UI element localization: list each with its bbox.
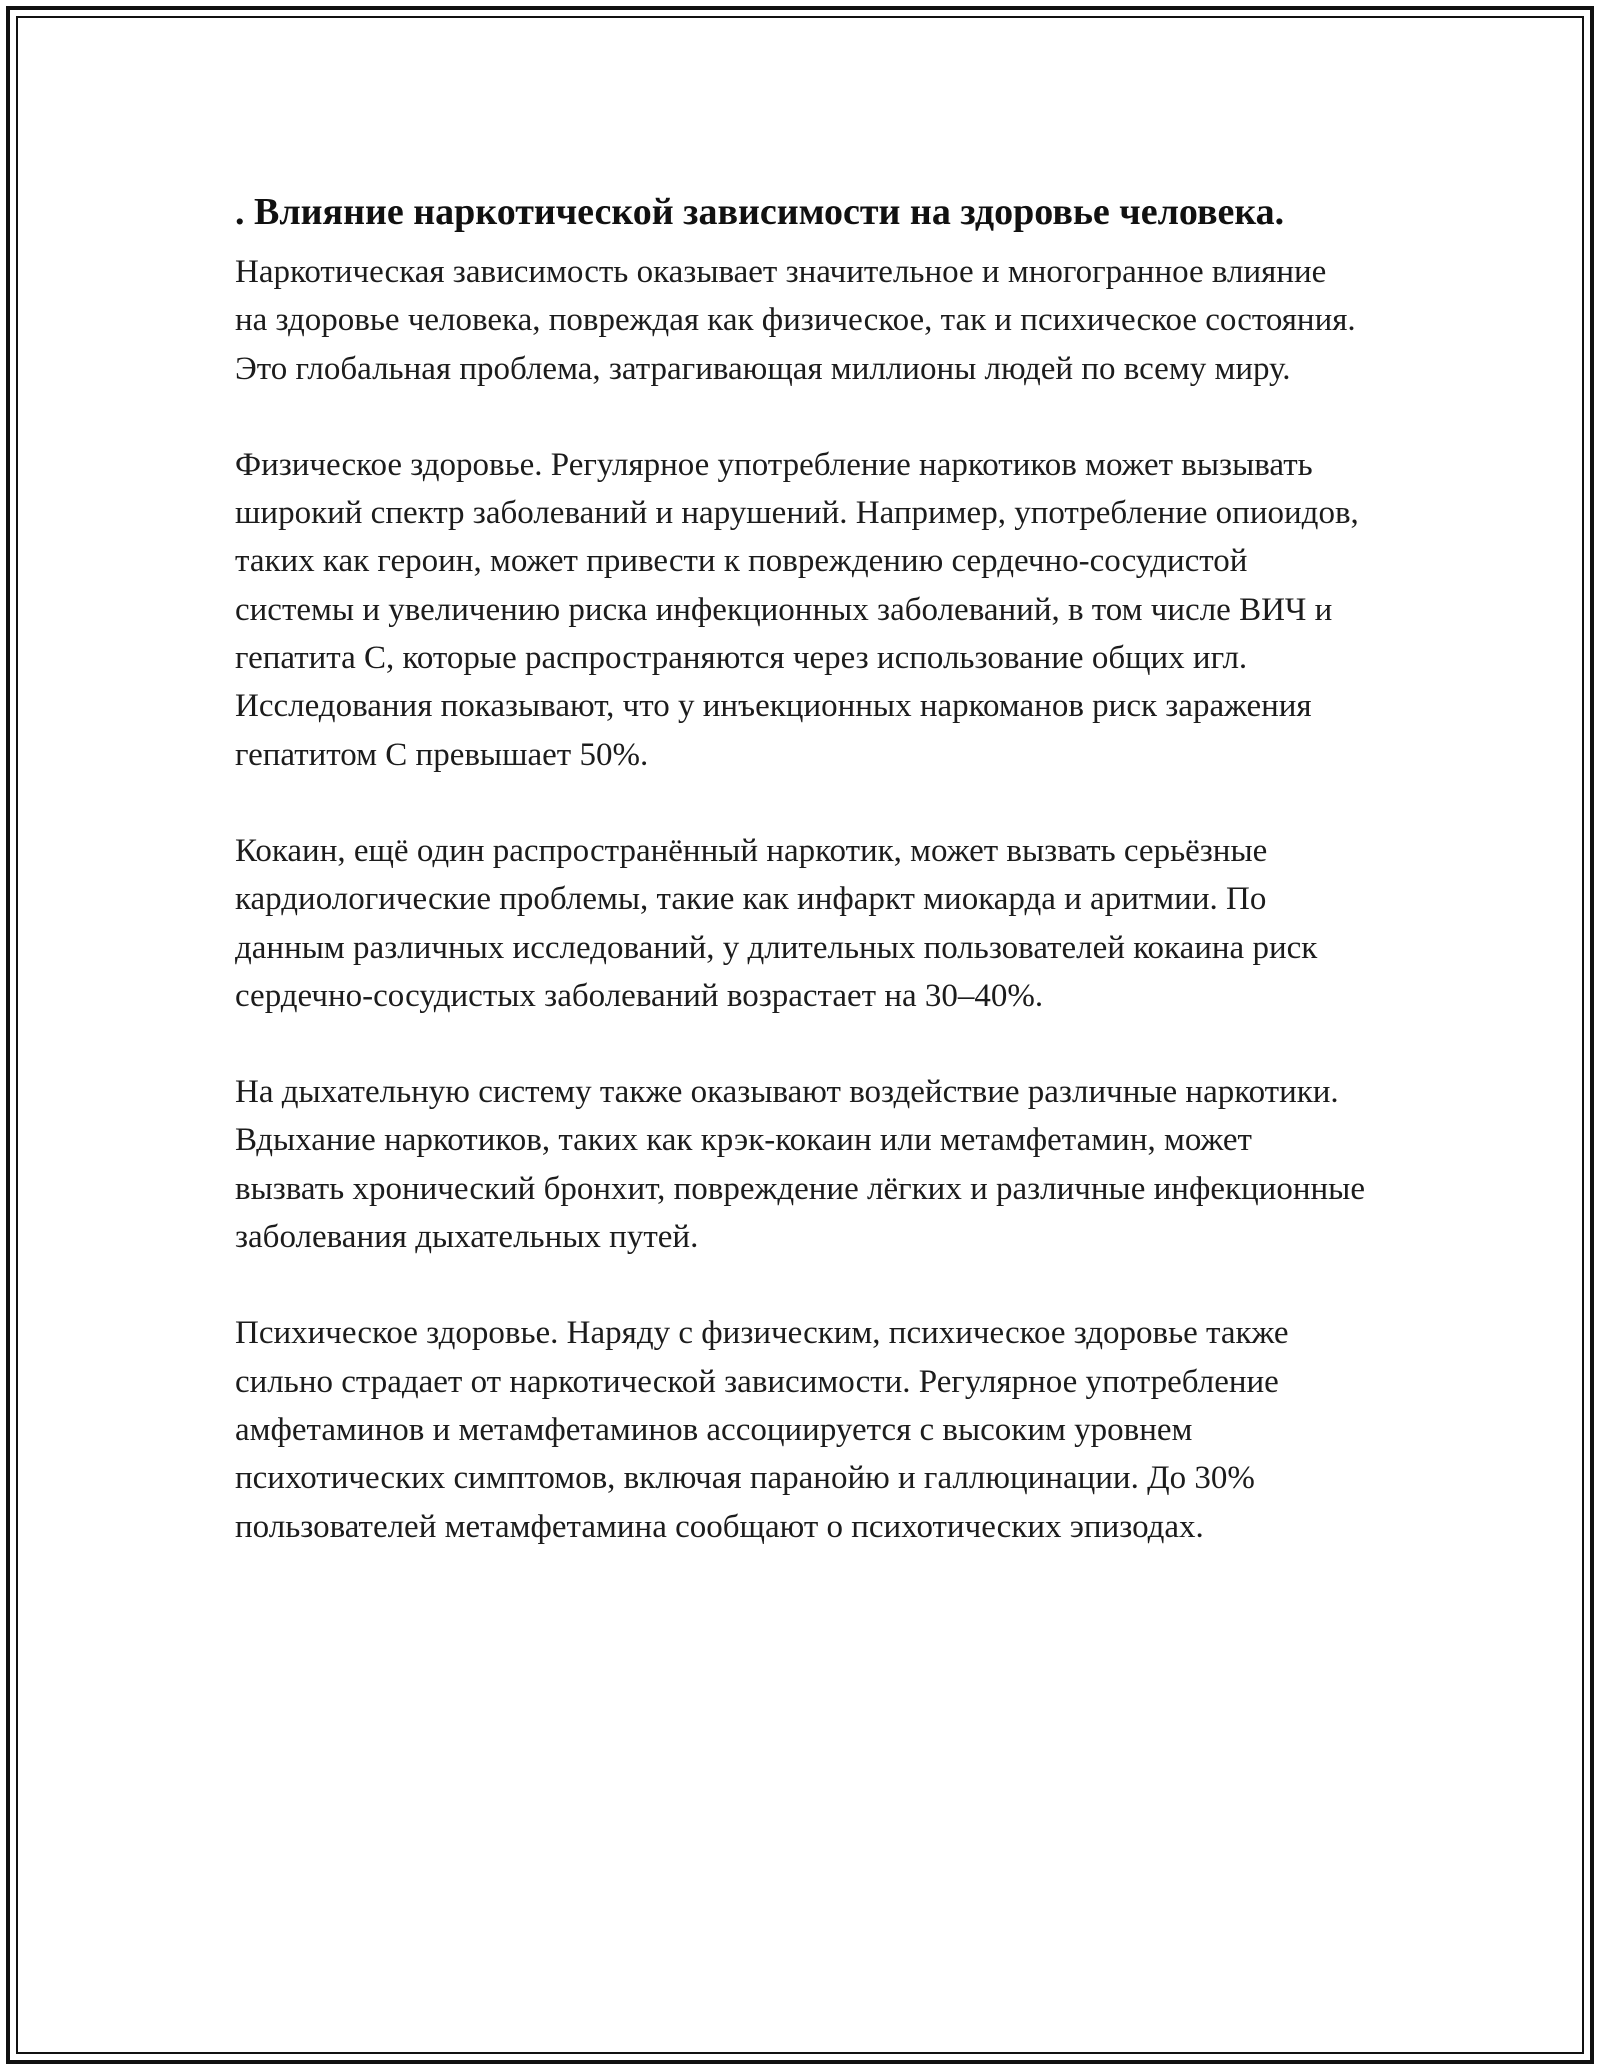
document-body	[235, 188, 1365, 1599]
paragraph-cocaine: Кокаин, ещё один распространённый наркотик, может вызвать серьёзные кардиологические проблемы, такие как инфаркт миокарда и аритмии. По данным различных исследований, у длительных пользователей кокаина риск сердечно-сосудистых заболеваний возрастает на 30–40%.	[235, 832, 1318, 1014]
paragraph-respiratory: На дыхательную систему также оказывают воздействие различные наркотики. Вдыхание наркотиков, таких как крэк-кокаин или метамфетамин, может вызвать хронический бронхит, повреждение лёгких и различные инфекционные заболевания дыхательных путей.	[235, 1074, 1365, 1256]
paragraph-intro: Наркотическая зависимость оказывает значительное и многогранное влияние на здоровье человека, повреждая как физическое, так и психическое состояния. Это глобальная проблема, затрагивающая миллионы людей по всему миру.	[235, 254, 1356, 387]
paragraph-mental-health: Психическое здоровье. Наряду с физическим, психическое здоровье также сильно страдает от наркотической зависимости. Регулярное употребление амфетаминов и метамфетаминов ассоциируется с высоким уровнем психотических симптомов, включая паранойю и галлюцинации. До 30% пользователей метамфетамина сообщают о психотических эпизодах.	[235, 1315, 1289, 1545]
paragraph-physical-health: Физическое здоровье. Регулярное употребление наркотиков может вызывать широкий спектр заболеваний и нарушений. Например, употребление опиоидов, таких как героин, может привести к повреждению сердечно-сосудистой системы и увеличению риска инфекционных заболеваний, в том числе ВИЧ и гепатита С, которые распространяются через использование общих игл. Исследования показывают, что у инъекционных наркоманов риск заражения гепатитом С превышает 50%.	[235, 446, 1359, 773]
document-title: . Влияние наркотической зависимости на здоровье человека.	[235, 191, 1285, 233]
